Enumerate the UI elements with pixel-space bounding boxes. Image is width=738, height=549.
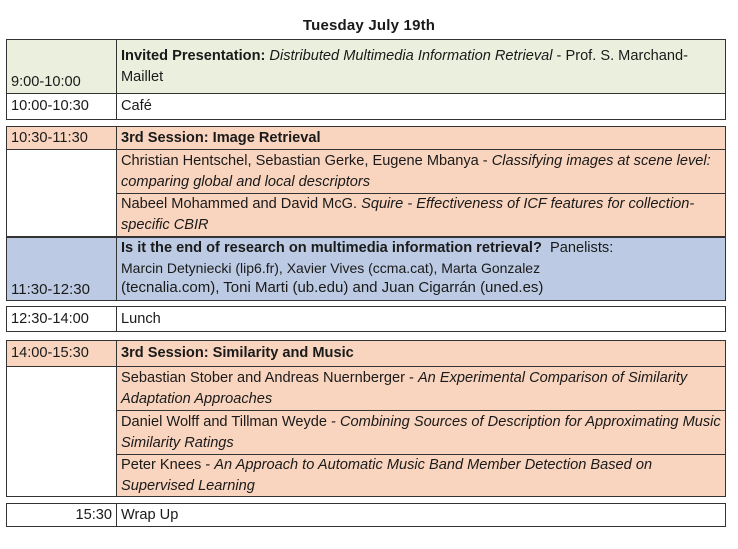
lunch-cell bbox=[116, 306, 726, 332]
talk-stober bbox=[116, 366, 726, 411]
time-label: 14:00-15:30 bbox=[11, 345, 89, 361]
time-label: 12:30-14:00 bbox=[11, 310, 89, 327]
talk-title: An Experimental Comparison of Similarity Adaptation Approaches bbox=[121, 369, 688, 407]
time-slot-lunch bbox=[6, 306, 117, 332]
break-label: Café bbox=[121, 98, 152, 114]
talk-authors: Nabeel Mohammed and David McG. bbox=[121, 196, 362, 212]
invited-speaker: Prof. S. Marchand-Maillet bbox=[121, 47, 688, 85]
time-slot-session-image-retrieval bbox=[6, 126, 117, 150]
time-label: 9:00-10:00 bbox=[11, 74, 81, 90]
time-slot-invited bbox=[6, 39, 117, 94]
invited-label: Invited Presentation: bbox=[121, 47, 266, 64]
time-slot-session-similarity-music bbox=[6, 340, 117, 367]
talk-hentschel bbox=[116, 149, 726, 194]
invited-presentation-cell bbox=[116, 39, 726, 94]
panel-discussion-cell bbox=[116, 237, 726, 301]
talk-title: Combining Sources of Description for Approximating Music Similarity Ratings bbox=[121, 413, 721, 451]
talk-authors: Daniel Wolff and Tillman Weyde - bbox=[121, 413, 341, 430]
closing-label: Wrap Up bbox=[121, 506, 179, 523]
session-title: 3rd Session: Similarity and Music bbox=[121, 345, 354, 361]
invited-talk-title: Distributed Multimedia Information Retrieval bbox=[269, 47, 553, 64]
panel-line-3: (tecnalia.com), Toni Marti (ub.edu) and Juan Cigarrán (uned.es) bbox=[121, 279, 544, 296]
time-label: 10:30-11:30 bbox=[11, 129, 88, 146]
panel-line-2: Marcin Detyniecki (lip6.fr), Xavier Vives (ccma.cat), Marta Gonzalez bbox=[121, 260, 541, 276]
time-slot-empty bbox=[6, 366, 117, 497]
schedule-title: Tuesday July 19th bbox=[302, 17, 436, 34]
talk-title: Classifying images at scene level: comparing global and local descriptors bbox=[121, 152, 711, 190]
time-slot-cafe bbox=[6, 93, 117, 120]
talk-title: Squire - Effectiveness of ICF features for collection-specific CBIR bbox=[121, 196, 695, 233]
time-label: 11:30-12:30 bbox=[11, 281, 90, 298]
time-label: 10:00-10:30 bbox=[11, 98, 89, 114]
talk-authors: Christian Hentschel, Sebastian Gerke, Eugene Mbanya - bbox=[121, 152, 492, 169]
talk-authors: Peter Knees - bbox=[121, 456, 215, 473]
panel-label: Panelists: bbox=[549, 240, 614, 256]
talk-wolff bbox=[116, 410, 726, 455]
wrap-up-cell bbox=[116, 503, 726, 527]
talk-title: An Approach to Automatic Music Band Member Detection Based on Supervised Learning bbox=[121, 456, 653, 494]
talk-authors: Sebastian Stober and Andreas Nuernberger - bbox=[121, 369, 418, 386]
time-slot-wrap-up bbox=[6, 503, 117, 527]
cafe-cell bbox=[116, 93, 726, 120]
session-title: 3rd Session: Image Retrieval bbox=[121, 129, 321, 146]
session-header-image-retrieval bbox=[116, 126, 726, 150]
talk-mohammed bbox=[116, 193, 726, 237]
session-header-similarity-music bbox=[116, 340, 726, 367]
panel-title: Is it the end of research on multimedia information retrieval? bbox=[121, 240, 542, 256]
talk-knees bbox=[116, 454, 726, 497]
time-slot-panel bbox=[6, 237, 117, 301]
time-label: 15:30 bbox=[75, 506, 112, 523]
time-slot-empty bbox=[6, 149, 117, 237]
break-label: Lunch bbox=[121, 310, 161, 327]
invited-separator: - bbox=[552, 47, 566, 64]
